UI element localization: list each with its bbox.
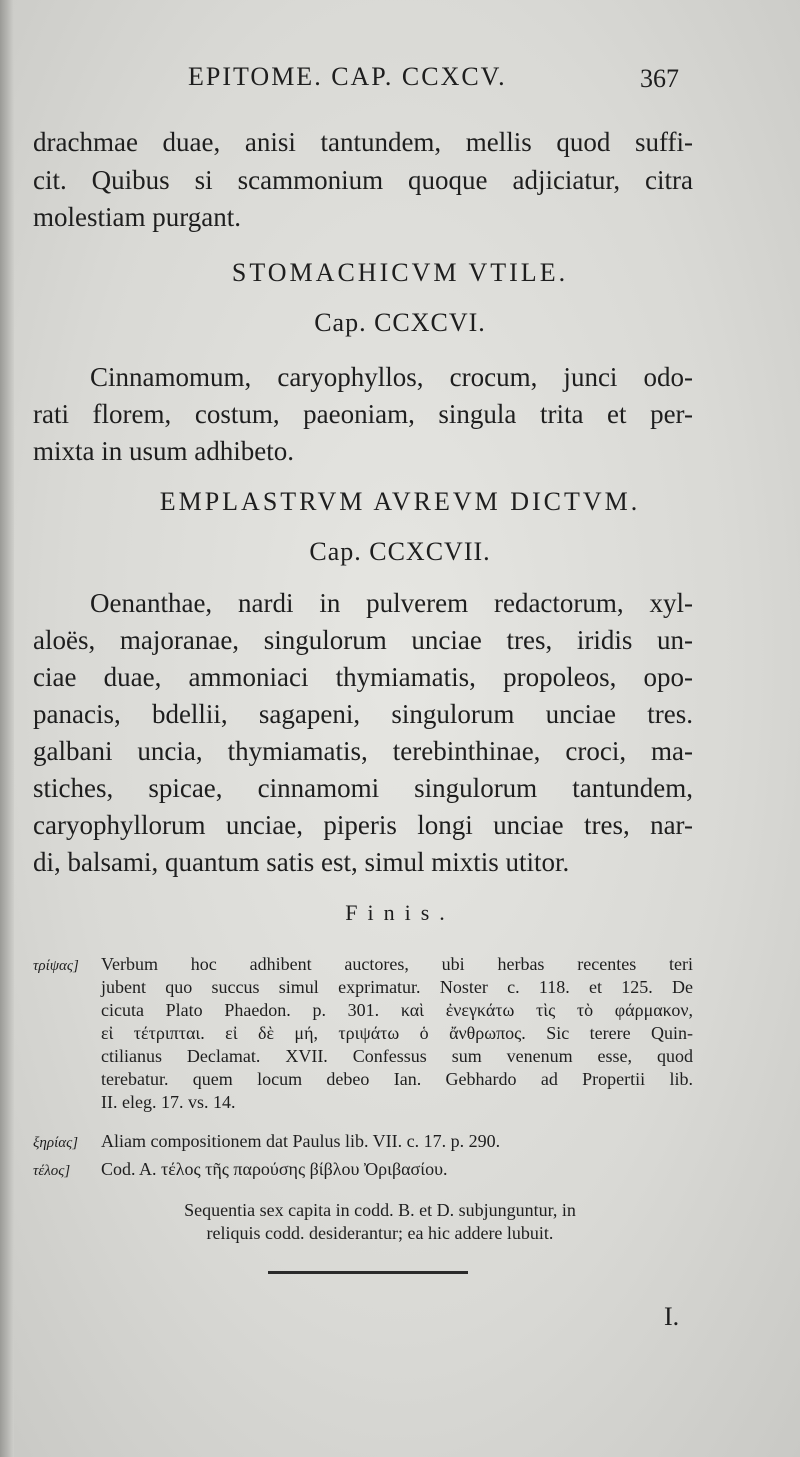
footnote-line	[33, 976, 693, 999]
chapter-label: Cap. CCXCVII.	[309, 537, 491, 566]
page-number: 367	[640, 64, 679, 93]
text-line: Cinnamomum, caryophyllos, crocum, junci odo-	[90, 362, 693, 392]
footnote-line	[33, 953, 693, 978]
text-line: Oenanthae, nardi in pulverem redactorum, xyl-	[90, 588, 693, 618]
footnote-text: cicuta Plato Phaedon. p. 301. καὶ ἐνεγκάτω τὶς τὸ φάρμακον,	[101, 1000, 693, 1020]
sequentia-line: Sequentia sex capita in codd. B. et D. subjunguntur, in	[184, 1200, 576, 1220]
footnote-lemma: ξηρίας]	[33, 1135, 79, 1151]
text-line: galbani uncia, thymiamatis, terebinthinae, croci, ma-	[33, 736, 693, 766]
catchword: I.	[664, 1302, 680, 1331]
footnote-line	[33, 1022, 693, 1045]
footnote-line	[33, 999, 693, 1022]
text-line: drachmae duae, anisi tantundem, mellis quod suffi-	[33, 127, 693, 157]
text-line: ciae duae, ammoniaci thymiamatis, propoleos, opo-	[33, 662, 693, 692]
footnote-text: Verbum hoc adhibent auctores, ubi herbas recentes teri	[101, 954, 693, 974]
footnote-text: Aliam compositionem dat Paulus lib. VII. c. 17. p. 290.	[101, 1131, 501, 1151]
text-line: caryophyllorum unciae, piperis longi unciae tres, nar-	[33, 810, 693, 840]
end-rule	[268, 1271, 468, 1274]
text-line: molestiam purgant.	[33, 202, 241, 232]
footnote-line	[33, 1130, 693, 1155]
footnote-text: ctilianus Declamat. XVII. Confessus sum venenum esse, quod	[101, 1046, 693, 1066]
footnote-line	[33, 1091, 693, 1114]
text-line: mixta in usum adhibeto.	[33, 436, 294, 466]
footnote-text: terebatur. quem locum debeo Ian. Gebhardo ad Propertii lib.	[101, 1069, 693, 1089]
section-heading: STOMACHICVM VTILE.	[231, 258, 569, 287]
running-title: EPITOME. CAP. CCXCV.	[188, 62, 507, 91]
footnote-line	[33, 1068, 693, 1091]
finis-label: Finis.	[345, 900, 455, 925]
footnote-line	[33, 1045, 693, 1068]
running-header	[0, 62, 800, 102]
footnote-lemma: τέλος]	[33, 1163, 71, 1179]
sequentia-line: reliquis codd. desiderantur; ea hic addere lubuit.	[206, 1223, 554, 1243]
chapter-label: Cap. CCXCVI.	[314, 308, 486, 337]
footnote-text: εἰ τέτριπται. εἰ δὲ μή, τριψάτω ὁ ἄνθρωπος. Sic terere Quin-	[101, 1023, 693, 1043]
footnote-lemma: τρίψας]	[33, 958, 79, 974]
text-line: cit. Quibus si scammonium quoque adjiciatur, citra	[33, 165, 693, 195]
section-heading: EMPLASTRVM AVREVM DICTVM.	[159, 487, 641, 516]
footnote-line	[33, 1158, 693, 1183]
text-line: stiches, spicae, cinnamomi singulorum tantundem,	[33, 773, 693, 803]
text-line: aloës, majoranae, singulorum unciae tres, iridis un-	[33, 625, 693, 655]
footnote-text: II. eleg. 17. vs. 14.	[101, 1092, 236, 1112]
footnote-text: Cod. A. τέλος τῆς παρούσης βίβλου Ὀριβασίου.	[101, 1159, 448, 1179]
text-line: rati florem, costum, paeoniam, singula trita et per-	[33, 399, 693, 429]
text-line: panacis, bdellii, sagapeni, singulorum unciae tres.	[33, 699, 693, 729]
footnote-text: jubent quo succus simul exprimatur. Noster c. 118. et 125. De	[101, 977, 693, 997]
text-line: di, balsami, quantum satis est, simul mixtis utitor.	[33, 847, 570, 877]
